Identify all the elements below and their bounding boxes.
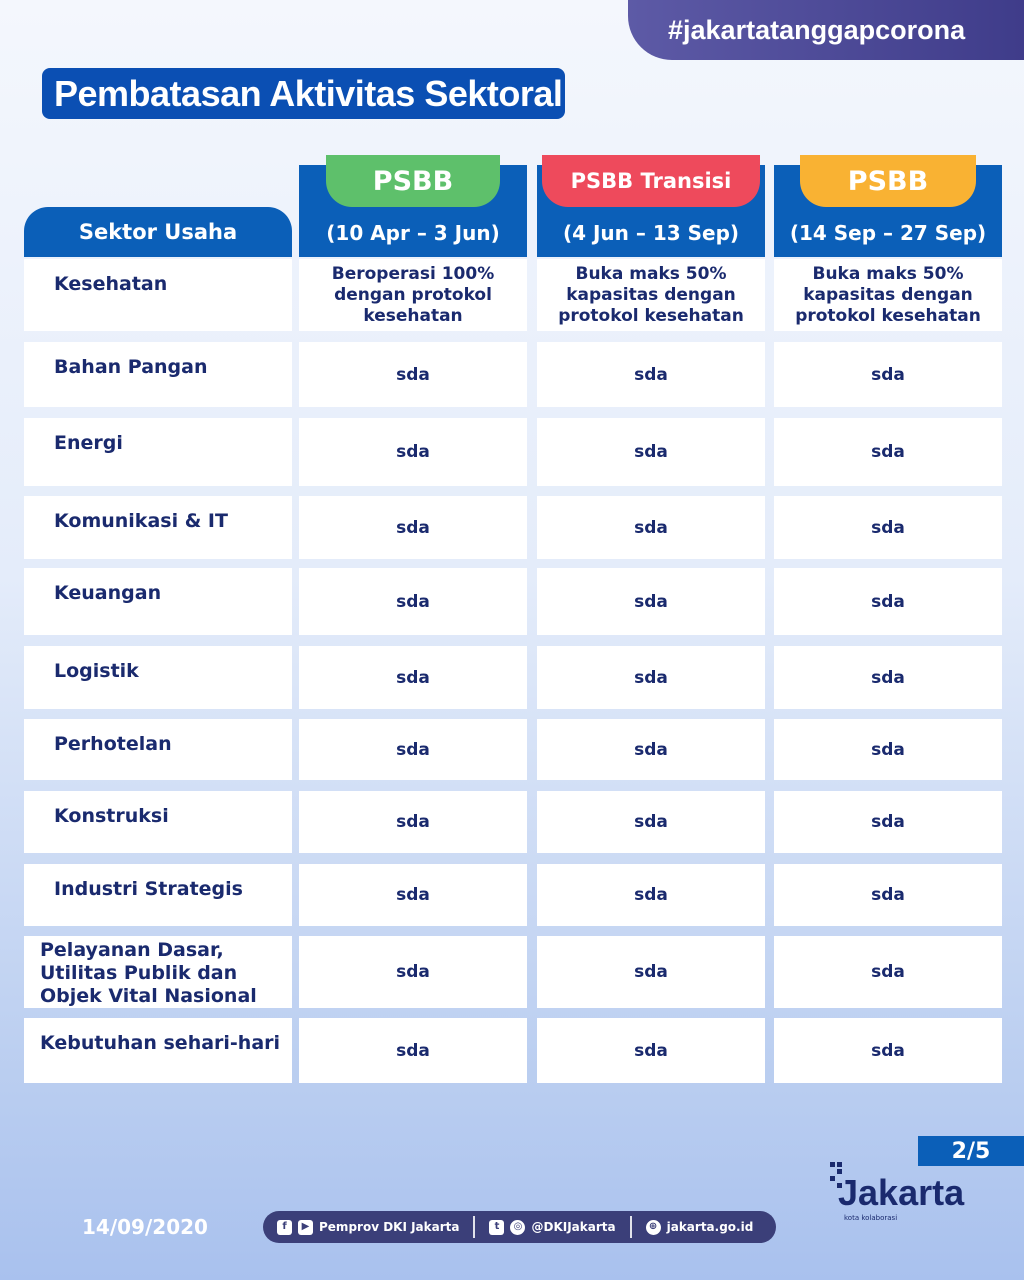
logo-wordmark: Jakarta (838, 1172, 965, 1213)
sector-value-cell: sda (537, 936, 765, 1008)
sector-value-cell: sda (537, 646, 765, 709)
sector-value-cell: sda (299, 864, 527, 926)
facebook-icon: f (277, 1220, 292, 1235)
sector-value-cell: sda (774, 496, 1002, 559)
sector-value-cell: sda (774, 418, 1002, 486)
period-label-tab: PSBB (326, 155, 500, 207)
sector-name-cell: Konstruksi (24, 791, 292, 853)
youtube-icon: ▶ (298, 1220, 313, 1235)
globe-icon: ⊕ (646, 1220, 661, 1235)
sector-name-cell: Industri Strategis (24, 864, 292, 926)
sector-value-cell: sda (537, 568, 765, 635)
sector-column-header: Sektor Usaha (24, 207, 292, 257)
jakarta-logo (830, 1162, 980, 1224)
sector-value-cell: sda (299, 936, 527, 1008)
period-label-tab: PSBB (800, 155, 976, 207)
sector-value-cell: sda (537, 418, 765, 486)
sector-value-cell: sda (774, 342, 1002, 407)
sector-value-cell: sda (537, 791, 765, 853)
sector-value-cell: sda (299, 568, 527, 635)
period-header (774, 155, 1002, 257)
social-web-label: jakarta.go.id (666, 1220, 754, 1234)
sector-value-cell: sda (537, 342, 765, 407)
sector-name-cell: Kesehatan (24, 259, 292, 331)
period-range: (4 Jun – 13 Sep) (562, 221, 740, 245)
social-tw-ig[interactable] (475, 1220, 629, 1235)
sector-value-cell: sda (774, 791, 1002, 853)
sector-name-cell: Logistik (24, 646, 292, 709)
period-range: (10 Apr – 3 Jun) (326, 221, 500, 245)
logo-tagline: kota kolaborasi (844, 1214, 898, 1222)
social-fb-yt[interactable] (263, 1220, 473, 1235)
sector-value-cell: sda (537, 864, 765, 926)
sector-value-cell: sda (299, 646, 527, 709)
sector-name-cell: Perhotelan (24, 719, 292, 780)
social-tw-ig-label: @DKIJakarta (531, 1220, 616, 1234)
sector-value-cell: Buka maks 50% kapasitas dengan protokol kesehatan (537, 259, 765, 331)
page-indicator: 2/5 (918, 1136, 1024, 1166)
sector-name-cell: Kebutuhan sehari-hari (24, 1018, 292, 1083)
sector-value-cell: sda (299, 791, 527, 853)
page-title: Pembatasan Aktivitas Sektoral (42, 68, 565, 119)
sector-value-cell: sda (774, 646, 1002, 709)
period-range: (14 Sep – 27 Sep) (789, 221, 987, 245)
sector-name-cell: Keuangan (24, 568, 292, 635)
twitter-icon: t (489, 1220, 504, 1235)
sector-name-cell: Bahan Pangan (24, 342, 292, 407)
publish-date: 14/09/2020 (82, 1215, 208, 1239)
sector-value-cell: sda (537, 719, 765, 780)
sector-value-cell: sda (537, 496, 765, 559)
period-header (299, 155, 527, 257)
sector-value-cell: sda (299, 719, 527, 780)
sector-value-cell: sda (774, 1018, 1002, 1083)
social-bar (263, 1211, 776, 1243)
sector-value-cell: sda (537, 1018, 765, 1083)
sector-value-cell: sda (774, 864, 1002, 926)
social-web[interactable] (632, 1220, 768, 1235)
social-fb-yt-label: Pemprov DKI Jakarta (319, 1220, 460, 1234)
social-divider (630, 1216, 632, 1238)
sector-name-cell: Komunikasi & IT (24, 496, 292, 559)
period-label-tab: PSBB Transisi (542, 155, 760, 207)
sector-value-cell: sda (299, 1018, 527, 1083)
hashtag-banner: #jakartatanggapcorona (628, 0, 1024, 60)
sector-value-cell: Beroperasi 100% dengan protokol kesehatan (299, 259, 527, 331)
sector-name-cell: Pelayanan Dasar, Utilitas Publik dan Objek Vital Nasional (24, 936, 292, 1008)
period-header (537, 155, 765, 257)
sector-value-cell: sda (774, 936, 1002, 1008)
sector-name-cell: Energi (24, 418, 292, 486)
sector-value-cell: sda (299, 418, 527, 486)
sector-value-cell: sda (299, 496, 527, 559)
sector-value-cell: sda (299, 342, 527, 407)
sector-value-cell: sda (774, 719, 1002, 780)
sector-value-cell: sda (774, 568, 1002, 635)
sector-value-cell: Buka maks 50% kapasitas dengan protokol kesehatan (774, 259, 1002, 331)
instagram-icon: ◎ (510, 1220, 525, 1235)
social-divider (473, 1216, 475, 1238)
